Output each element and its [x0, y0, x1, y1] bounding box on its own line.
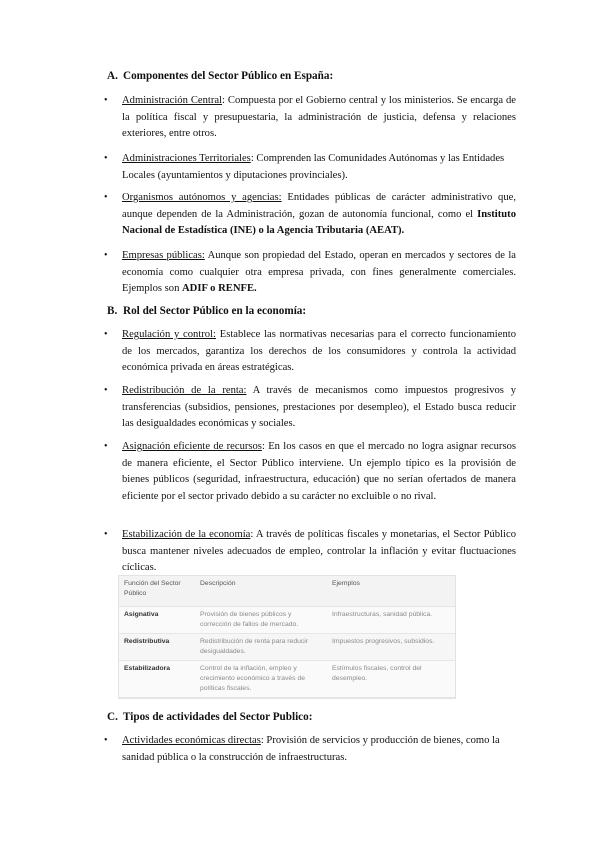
- item-text: : Compuesta por el Gobierno central y los ministerios. Se encarga de la política fiscal y presupuestaria, la administración de justicia, defensa y relaciones exteriores, entre otros.: [122, 95, 516, 140]
- section-b-heading: [107, 304, 306, 318]
- item-term: Organismos autónomos y agencias:: [122, 192, 282, 203]
- table-row: [119, 661, 455, 698]
- list-item: [104, 527, 516, 577]
- bullet-glyph: •: [104, 529, 108, 540]
- table-cell: Estabilizadora: [119, 661, 195, 698]
- section-a-title: Componentes del Sector Público en España:: [123, 70, 334, 82]
- item-text: A través de mecanismos como impuestos progresivos y transferencias (subsidios, pensiones, prestaciones por desempleo), el Estado busca reducir las desigualdades económicas y sociales.: [122, 385, 516, 430]
- item-emphasis: Instituto Nacional de Estadística (INE) o la Agencia Tributaria (AEAT).: [122, 208, 516, 237]
- list-item: [104, 93, 516, 143]
- table-cell: Redistributiva: [119, 634, 195, 661]
- item-term: Administración Central: [122, 95, 223, 106]
- section-c-letter: C.: [107, 711, 118, 723]
- table-cell: Control de la inflación, empleo y crecimiento económico a través de políticas fiscales.: [195, 661, 327, 698]
- item-text: Entidades públicas de carácter administrativo que, aunque dependen de la Administración, gozan de autonomía funcional, como el: [122, 192, 516, 220]
- section-c-heading: [107, 710, 312, 724]
- list-item: [104, 248, 516, 298]
- table-cell: Impuestos progresivos, subsidios.: [327, 634, 455, 661]
- section-b-letter: B.: [107, 305, 118, 317]
- bullet-glyph: •: [104, 192, 108, 203]
- bullet-glyph: •: [104, 385, 108, 396]
- bullet-glyph: •: [104, 441, 108, 452]
- section-a-heading: [107, 69, 333, 83]
- table-cell: Asignativa: [119, 607, 195, 634]
- item-term: Empresas públicas:: [122, 250, 205, 261]
- item-text: : Comprenden las Comunidades Autónomas y las Entidades Locales (ayuntamientos y diputaciones provinciales).: [122, 153, 505, 181]
- functions-table: [118, 575, 456, 699]
- table-header: Descripción: [195, 576, 327, 607]
- item-term: Administraciones Territoriales: [122, 153, 251, 164]
- list-item: [104, 439, 516, 505]
- bullet-glyph: •: [104, 329, 108, 340]
- item-term: Redistribución de la renta:: [122, 385, 247, 396]
- list-item: [104, 327, 516, 377]
- item-emphasis: ADIF o RENFE.: [182, 283, 257, 295]
- item-term: Actividades económicas directas: [122, 735, 261, 746]
- item-text: Establece las normativas necesarias para el correcto funcionamiento de los mercados, garantiza los derechos de los consumidores y controla la actividad económica privada en áreas estratégicas.: [122, 329, 516, 374]
- list-item: [104, 151, 516, 184]
- table-row: [119, 634, 455, 661]
- item-text: : A través de políticas fiscales y monetarias, el Sector Público busca mantener niveles adecuados de empleo, controlar la inflación y evitar fluctuaciones cíclicas.: [122, 529, 516, 574]
- table-cell: Estímulos fiscales, control del desempleo.: [327, 661, 455, 698]
- bullet-glyph: •: [104, 153, 108, 164]
- table-header-row: [119, 576, 455, 607]
- item-text: : En los casos en que el mercado no logra asignar recursos de manera eficiente, el Sector Público interviene. Un ejemplo típico es la provisión de bienes públicos (seguridad, infraestructura, educación) que no serían ofertados de manera eficiente por el sector privado debido a su carácter no excluible o no rival.: [122, 441, 516, 502]
- item-text: Aunque son propiedad del Estado, operan en mercados y sectores de la economía como cualquier otra empresa privada, con fines generalmente comerciales. Ejemplos son: [122, 250, 516, 295]
- section-a-letter: A.: [107, 70, 118, 82]
- list-item: [104, 190, 516, 240]
- bullet-glyph: •: [104, 250, 108, 261]
- section-b-title: Rol del Sector Público en la economía:: [123, 305, 307, 317]
- item-term: Estabilización de la economía: [122, 529, 251, 540]
- table-header: Ejemplos: [327, 576, 455, 607]
- table-cell: Provisión de bienes públicos y corrección de fallos de mercado.: [195, 607, 327, 634]
- table-cell: Redistribución de renta para reducir desigualdades.: [195, 634, 327, 661]
- table-cell: Infraestructuras, sanidad pública.: [327, 607, 455, 634]
- bullet-glyph: •: [104, 95, 108, 106]
- bullet-glyph: •: [104, 735, 108, 746]
- list-item: [104, 383, 516, 433]
- item-text: : Provisión de servicios y producción de bienes, como la sanidad pública o la construcción de infraestructuras.: [122, 735, 500, 763]
- list-item: [104, 733, 516, 766]
- table-row: [119, 607, 455, 634]
- section-c-title: Tipos de actividades del Sector Publico:: [123, 711, 313, 723]
- item-term: Regulación y control:: [122, 329, 216, 340]
- item-term: Asignación eficiente de recursos: [122, 441, 262, 452]
- table-header: Función del Sector Público: [119, 576, 195, 607]
